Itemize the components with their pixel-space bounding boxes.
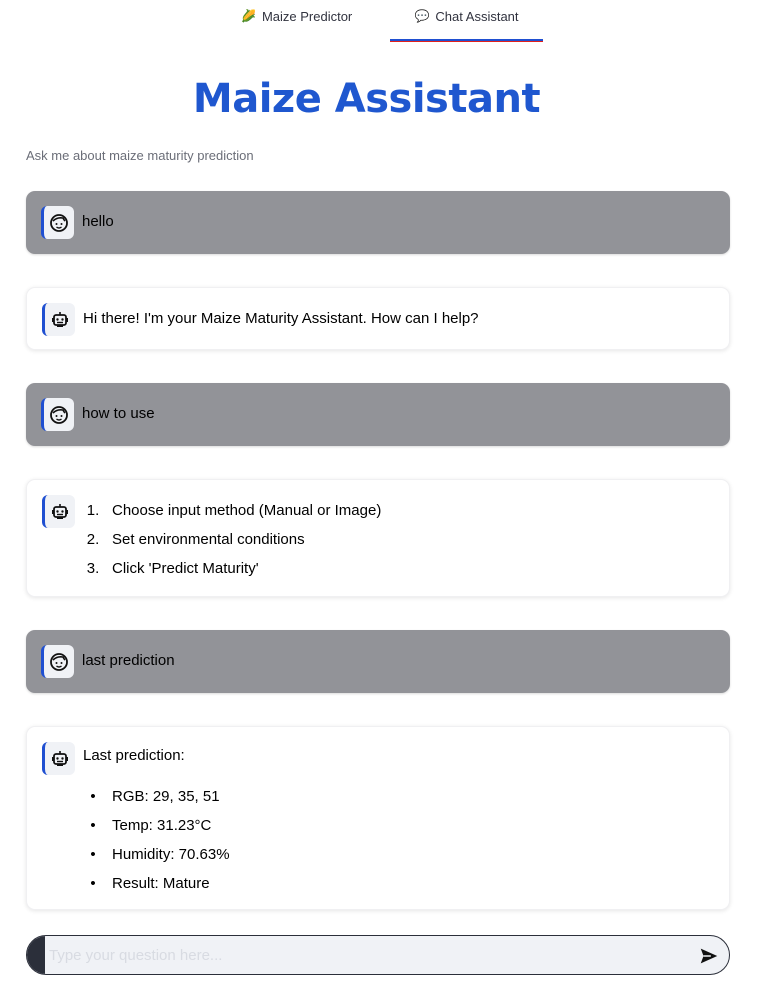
chat-input-bar (26, 935, 730, 975)
corn-icon: 🌽 (241, 9, 256, 23)
list-marker: 1. (86, 502, 100, 519)
bullet-list (83, 787, 230, 903)
list-item (83, 501, 381, 530)
assistant-message (26, 479, 730, 597)
list-item-text: Set environmental conditions (112, 531, 305, 548)
input-left-cap (27, 936, 45, 974)
user-message (26, 191, 730, 254)
user-message (26, 383, 730, 446)
list-marker: • (90, 788, 96, 805)
list-item (83, 816, 230, 845)
list-item-text: Result: Mature (112, 875, 210, 892)
list-marker: 3. (86, 560, 100, 577)
user-message (26, 630, 730, 693)
message-text: hello (82, 213, 114, 230)
list-item-text: RGB: 29, 35, 51 (112, 788, 220, 805)
user-avatar (41, 206, 74, 239)
message-text: last prediction (82, 652, 175, 669)
assistant-avatar (42, 303, 75, 336)
list-item (83, 787, 230, 816)
user-avatar (41, 398, 74, 431)
message-text: how to use (82, 405, 155, 422)
list-item-text: Humidity: 70.63% (112, 846, 230, 863)
list-item (83, 559, 381, 588)
robot-icon (50, 502, 70, 522)
chat-input[interactable] (49, 936, 689, 974)
page-subtitle: Ask me about maize maturity prediction (26, 148, 254, 163)
list-item (83, 530, 381, 559)
assistant-message (26, 287, 730, 350)
tab-chat-assistant[interactable] (390, 8, 543, 42)
list-marker: • (90, 817, 96, 834)
tab-bar (0, 0, 780, 42)
list-item-text: Click 'Predict Maturity' (112, 560, 259, 577)
user-face-icon (49, 405, 69, 425)
speech-bubble-icon: 💬 (414, 9, 430, 23)
tab-label: Chat Assistant (435, 9, 519, 24)
robot-icon (50, 310, 70, 330)
list-item (83, 874, 230, 903)
user-face-icon (49, 213, 69, 233)
tab-label: Maize Predictor (261, 9, 353, 24)
page-title: Maize Assistant (192, 76, 541, 122)
tab-maize-predictor[interactable] (241, 8, 352, 42)
assistant-avatar (42, 742, 75, 775)
list-item-text: Choose input method (Manual or Image) (112, 502, 382, 519)
list-item (83, 845, 230, 874)
list-marker: • (90, 846, 96, 863)
user-avatar (41, 645, 74, 678)
message-text: Hi there! I'm your Maize Maturity Assistant. How can I help? (83, 310, 479, 327)
user-face-icon (49, 652, 69, 672)
send-icon (698, 945, 720, 967)
list-marker: • (90, 875, 96, 892)
list-marker: 2. (86, 531, 100, 548)
robot-icon (50, 749, 70, 769)
message-text: Last prediction: (83, 747, 185, 764)
assistant-avatar (42, 495, 75, 528)
list-item-text: Temp: 31.23°C (112, 817, 212, 834)
send-button[interactable] (697, 944, 721, 968)
assistant-message (26, 726, 730, 910)
numbered-list (83, 501, 381, 588)
active-tab-indicator (390, 38, 543, 42)
